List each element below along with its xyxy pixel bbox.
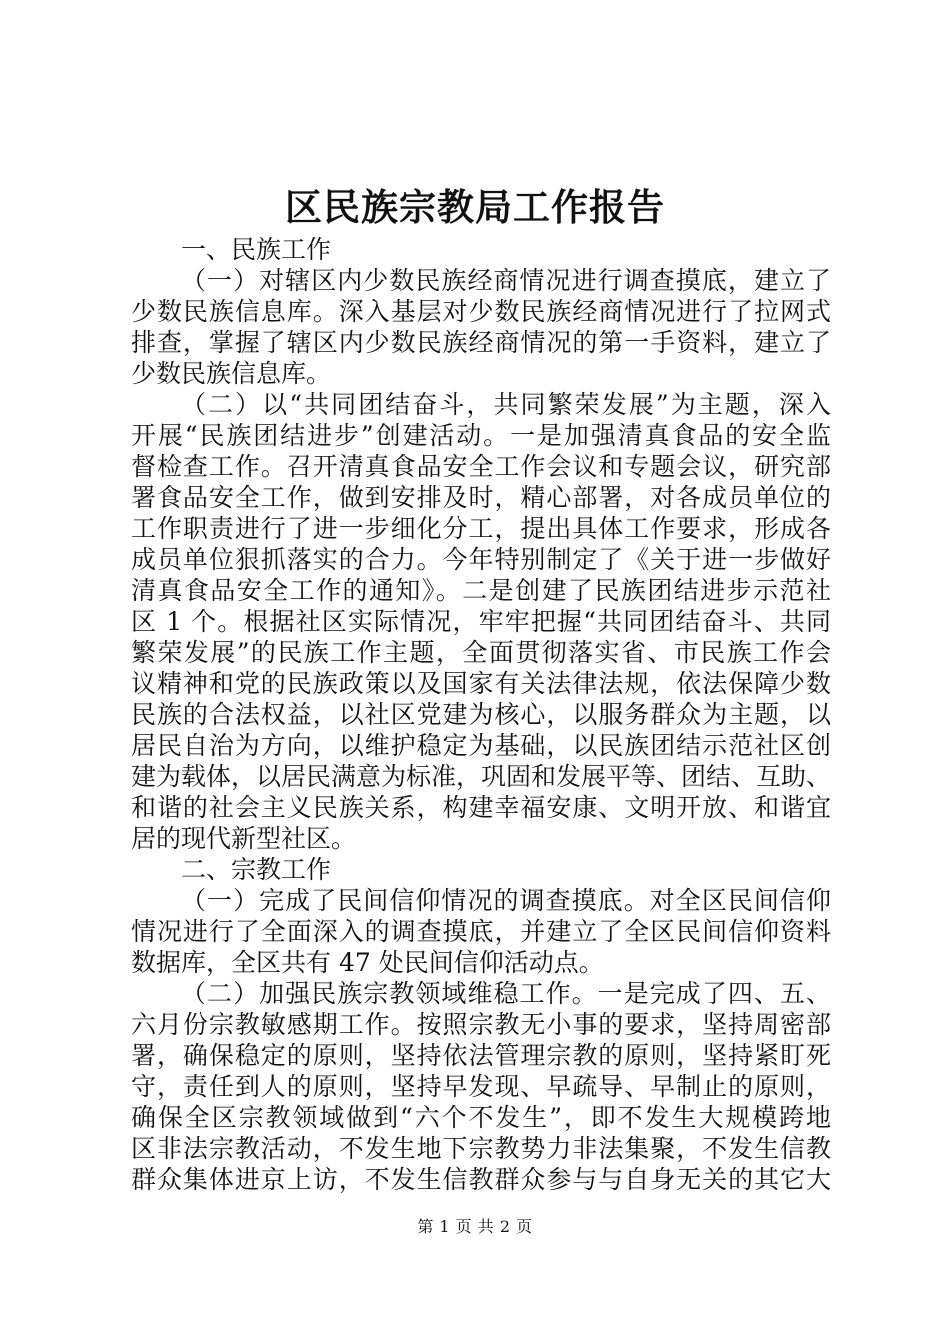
- page-footer: 第 1 页 共 2 页: [417, 1217, 533, 1236]
- text-line: 少数民族信息库。深入基层对少数民族经商情况进行了拉网式: [131, 297, 831, 326]
- text-line: 工作职责进行了进一步细化分工，提出具体工作要求，形成各: [131, 514, 831, 543]
- text-line: 六月份宗教敏感期工作。按照宗教无小事的要求，坚持周密部: [131, 1010, 831, 1039]
- document-title: 区民族宗教局工作报告: [285, 185, 665, 229]
- section-heading: 一、民族工作: [181, 235, 332, 264]
- text-line: 清真食品安全工作的通知》。二是创建了民族团结进步示范社: [131, 576, 831, 605]
- text-line: 守，责任到人的原则，坚持早发现、早疏导、早制止的原则，: [131, 1072, 831, 1101]
- text-line: 居民自治为方向，以维护稳定为基础，以民族团结示范社区创: [131, 731, 831, 760]
- text-line: 民族的合法权益，以社区党建为核心，以服务群众为主题，以: [131, 700, 831, 729]
- text-line: 居的现代新型社区。: [131, 824, 357, 853]
- text-line: （二）加强民族宗教领域维稳工作。一是完成了四、五、: [181, 979, 831, 1008]
- text-line: 建为载体，以居民满意为标准，巩固和发展平等、团结、互助、: [131, 762, 832, 791]
- text-line: （二）以“共同团结奋斗，共同繁荣发展”为主题，深入: [181, 390, 831, 419]
- text-line: 繁荣发展”的民族工作主题，全面贯彻落实省、市民族工作会: [131, 638, 831, 667]
- text-line: 署食品安全工作，做到安排及时，精心部署，对各成员单位的: [131, 483, 831, 512]
- document-body: [131, 234, 831, 1195]
- text-line: 少数民族信息库。: [131, 359, 332, 388]
- text-line: 开展“民族团结进步”创建活动。一是加强清真食品的安全监: [131, 421, 831, 450]
- text-line: 区 1 个。根据社区实际情况，牢牢把握“共同团结奋斗、共同: [131, 607, 831, 636]
- section-heading: 二、宗教工作: [181, 855, 332, 884]
- text-line: 成员单位狠抓落实的合力。今年特别制定了《关于进一步做好: [131, 545, 831, 574]
- text-line: （一）完成了民间信仰情况的调查摸底。对全区民间信仰: [181, 886, 831, 915]
- text-line: 议精神和党的民族政策以及国家有关法律法规，依法保障少数: [131, 669, 831, 698]
- text-line: 情况进行了全面深入的调查摸底，并建立了全区民间信仰资料: [131, 917, 831, 946]
- text-line: 数据库，全区共有 47 处民间信仰活动点。: [131, 948, 604, 977]
- text-line: 区非法宗教活动，不发生地下宗教势力非法集聚，不发生信教: [131, 1134, 831, 1163]
- text-line: （一）对辖区内少数民族经商情况进行调查摸底，建立了: [181, 266, 831, 295]
- text-line: 和谐的社会主义民族关系，构建幸福安康、文明开放、和谐宜: [131, 793, 831, 822]
- text-line: 排查，掌握了辖区内少数民族经商情况的第一手资料，建立了: [131, 328, 831, 357]
- text-line: 署，确保稳定的原则，坚持依法管理宗教的原则，坚持紧盯死: [131, 1041, 831, 1070]
- text-line: 督检查工作。召开清真食品安全工作会议和专题会议，研究部: [131, 452, 831, 481]
- text-line: 群众集体进京上访，不发生信教群众参与与自身无关的其它大: [131, 1165, 831, 1194]
- text-line: 确保全区宗教领域做到“六个不发生”，即不发生大规模跨地: [131, 1103, 831, 1132]
